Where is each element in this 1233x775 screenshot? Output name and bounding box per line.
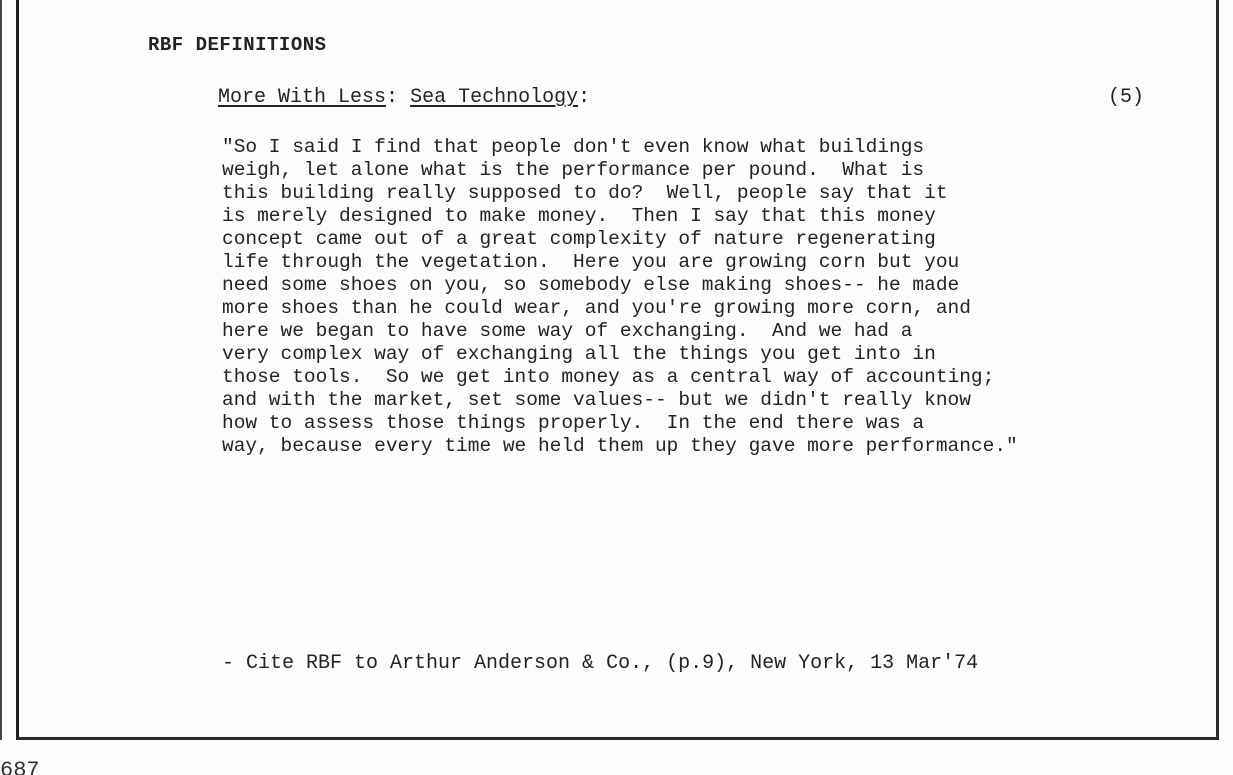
title-separator: : <box>386 86 399 109</box>
quote-line: weigh, let alone what is the performance per pound. What is <box>222 159 925 181</box>
quote-line: is merely designed to make money. Then I say that this money <box>222 205 936 227</box>
quote-line: those tools. So we get into money as a central way of accounting; <box>222 366 995 388</box>
page-number: 687 <box>0 758 40 775</box>
quote-line: and with the market, set some values-- but we didn't really know <box>222 389 971 411</box>
quote-line: need some shoes on you, so somebody else making shoes-- he made <box>222 274 960 296</box>
title-part-1: More With Less <box>218 86 387 109</box>
card-edge-line <box>0 0 2 740</box>
card-title <box>218 86 590 109</box>
title-part-2: Sea Technology <box>410 86 579 109</box>
quote-line: this building really supposed to do? Well, people say that it <box>222 182 948 204</box>
quote-line: here we began to have some way of exchanging. And we had a <box>222 320 913 342</box>
quote-line: concept came out of a great complexity of nature regenerating <box>222 228 936 250</box>
quote-line: life through the vegetation. Here you are growing corn but you <box>222 251 960 273</box>
quote-line: very complex way of exchanging all the things you get into in <box>222 343 936 365</box>
citation: - Cite RBF to Arthur Anderson & Co., (p.9), New York, 13 Mar'74 <box>222 652 979 675</box>
card-header: RBF DEFINITIONS <box>148 34 327 56</box>
card-number: (5) <box>1108 86 1145 109</box>
quote-line: "So I said I find that people don't even know what buildings <box>222 136 925 158</box>
quote-block <box>222 136 1182 458</box>
title-trailing: : <box>578 86 591 109</box>
quote-line: way, because every time we held them up they gave more performance." <box>222 435 1018 457</box>
quote-line: more shoes than he could wear, and you're growing more corn, and <box>222 297 971 319</box>
quote-line: how to assess those things properly. In the end there was a <box>222 412 925 434</box>
